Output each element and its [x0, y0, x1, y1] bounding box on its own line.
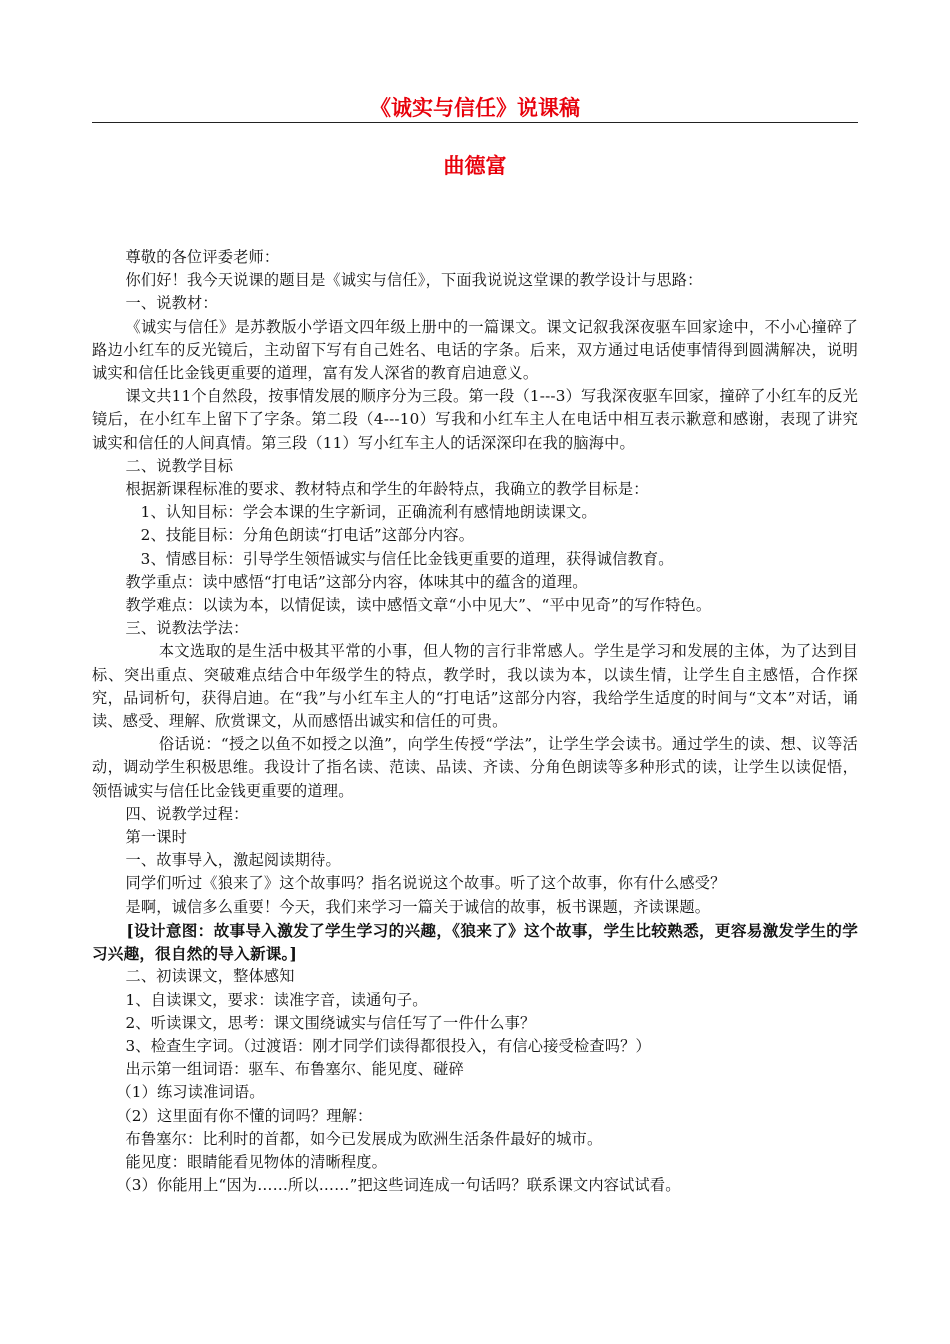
body-paragraph: 1、自读课文，要求：读准字音，读通句子。 — [125, 990, 428, 1009]
body-paragraph: 3、检查生字词。（过渡语：刚才同学们读得都很投入，有信心接受检查吗？） — [125, 1036, 651, 1055]
body-paragraph: 2、听读课文，思考：课文围绕诚实与信任写了一件什么事？ — [125, 1013, 536, 1032]
body-paragraph: 布鲁塞尔：比利时的首都，如今已发展成为欧洲生活条件最好的城市。 — [125, 1129, 603, 1148]
body-paragraph: 出示第一组词语：驱车、布鲁塞尔、能见度、碰碎 — [125, 1060, 464, 1079]
body-paragraph: 2、技能目标：分角色朗读“打电话”这部分内容。 — [140, 526, 475, 545]
body-paragraph: 同学们听过《狼来了》这个故事吗？指名说说这个故事。听了这个故事，你有什么感受？ — [125, 874, 726, 893]
body-paragraph: （3）你能用上“因为……所以……”把这些词连成一句话吗？联系课文内容试试看。 — [116, 1176, 681, 1195]
body-paragraph: 教学难点：以读为本，以情促读，读中感悟文章“小中见大”、“平中见奇”的写作特色。 — [125, 596, 712, 615]
body-paragraph: 尊敬的各位评委老师： — [125, 248, 280, 266]
body-paragraph: 课文共11个自然段，按事情发展的顺序分为三段。第一段（1---3）写我深夜驱车回家，撞碎了小红车的反光镜后，在小红车上留下了字条。第二段（4---10）写我和小红车主人在电话中相互表示歉意和感谢，表现了讲究诚实和信任的人间真情。第三段（11）写小红车主人的话深深印在我的脑海中。 — [92, 387, 858, 452]
body-paragraph: 《诚实与信任》是苏教版小学语文四年级上册中的一篇课文。课文记叙我深夜驱车回家途中，不小心撞碎了路边小红车的反光镜后，主动留下写有自己姓名、电话的字条。后来，双方通过电话使事情得到圆满解决，说明诚实和信任比金钱更重要的道理，富有发人深省的教育启迪意义。 — [92, 317, 858, 383]
body-paragraph: 1、认知目标：学会本课的生字新词，正确流利有感情地朗读课文。 — [140, 503, 597, 522]
body-paragraph: 一、说教材： — [125, 294, 218, 313]
body-paragraph: 二、初读课文，整体感知 — [125, 967, 295, 986]
author-name: 曲德富 — [443, 153, 507, 178]
body-paragraph: 根据新课程标准的要求、教材特点和学生的年龄特点，我确立的教学目标是： — [125, 480, 649, 499]
body-paragraph: 俗话说：“授之以鱼不如授之以渔”，向学生传授“学法”，让学生学会读书。通过学生的读、想、议等活动，调动学生积极思维。我设计了指名读、范读、品读、齐读、分角色朗读等多种形式的读，让学生以读促悟，领悟诚实与信任比金钱更重要的道理。 — [92, 735, 858, 800]
body-paragraph: 教学重点：读中感悟“打电话”这部分内容，体味其中的蕴含的道理。 — [125, 572, 588, 591]
body-paragraph: 一、故事导入，激起阅读期待。 — [125, 851, 341, 870]
body-paragraph: 二、说教学目标 — [125, 456, 234, 475]
body-paragraph: 本文选取的是生活中极其平常的小事，但人物的言行非常感人。学生是学习和发展的主体，为了达到目标、突出重点、突破难点结合中年级学生的特点，教学时，我以读为本，以读生情，让学生自主感悟，合作探究，品词析句，获得启迪。在“我”与小红车主人的“打电话”这部分内容，我给学生适度的时间与“文本”对话，诵读、感受、理解、欣赏课文，从而感悟出诚实和信任的可贵。 — [92, 642, 858, 731]
body-paragraph: （1）练习读准词语。 — [116, 1083, 265, 1102]
body-paragraph: （2）这里面有你不懂的词吗？理解： — [116, 1106, 373, 1125]
document-title: 《诚实与信任》说课稿 — [370, 95, 580, 120]
body-paragraph: 三、说教法学法： — [125, 619, 249, 638]
body-paragraph: 你们好！我今天说课的题目是《诚实与信任》，下面我说说这堂课的教学设计与思路： — [125, 271, 703, 290]
title-divider — [92, 122, 858, 123]
body-paragraph: 四、说教学过程： — [125, 804, 249, 823]
document-body — [92, 246, 858, 1197]
body-paragraph: 是啊，诚信多么重要！今天，我们来学习一篇关于诚信的故事，板书课题，齐读课题。 — [125, 897, 711, 916]
body-paragraph: 第一课时 — [125, 828, 187, 847]
body-paragraph: 3、情感目标：引导学生领悟诚实与信任比金钱更重要的道理，获得诚信教育。 — [140, 549, 674, 568]
body-paragraph: [设计意图：故事导入激发了学生学习的兴趣，《狼来了》这个故事，学生比较熟悉，更容易激发学生的学习兴趣，很自然的导入新课。] — [92, 920, 858, 964]
body-paragraph: 能见度：眼睛能看见物体的清晰程度。 — [125, 1152, 388, 1171]
